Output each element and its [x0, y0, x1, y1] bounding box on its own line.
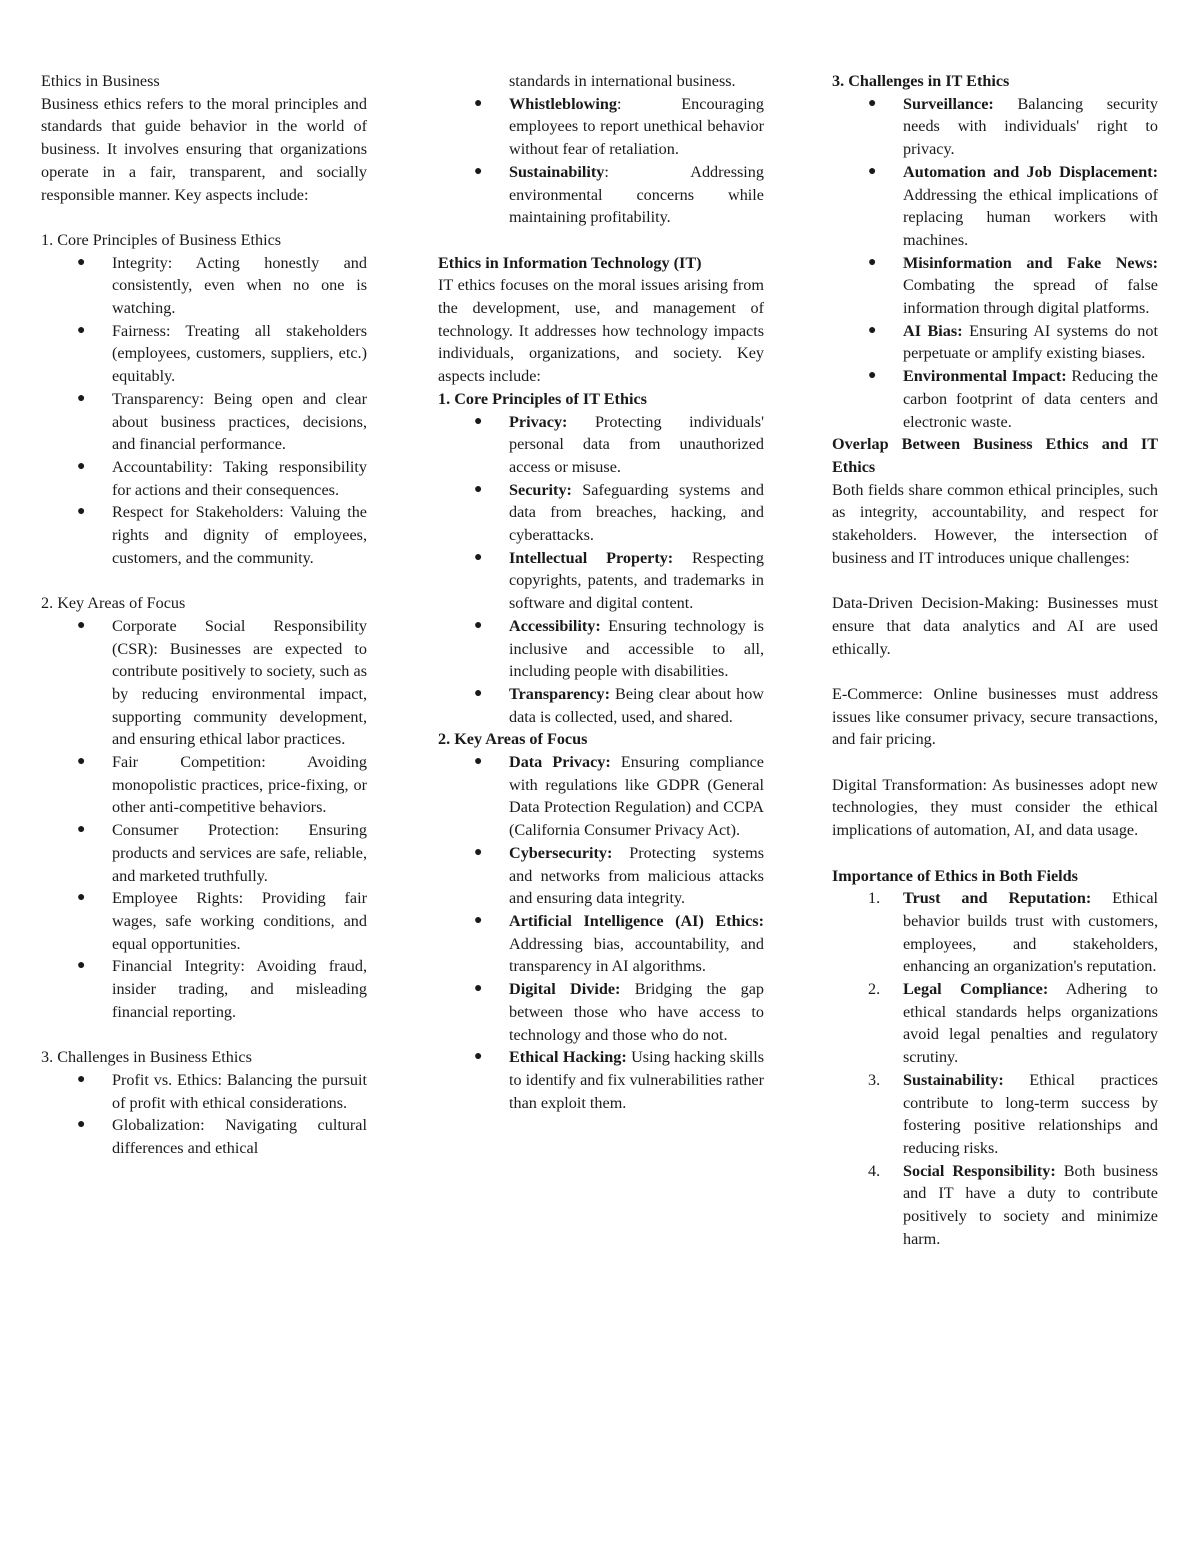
it-challenges-heading: 3. Challenges in IT Ethics	[832, 72, 1010, 90]
it-core-principles-heading: 1. Core Principles of IT Ethics	[438, 389, 647, 408]
column-1	[41, 70, 367, 1160]
business-challenges-list-continued	[438, 70, 764, 229]
list-item: 3. Sustainability: Ethical practices contribute to long-term success by fostering positive relationships and reducing risks.	[868, 1070, 1158, 1157]
list-item: ● Ethical Hacking: Using hacking skills to identify and fix vulnerabilities rather than exploit them.	[474, 1048, 764, 1112]
list-item: ● Automation and Job Displacement: Addressing the ethical implications of replacing human workers with machines.	[868, 162, 1158, 249]
bullet-icon: ●	[474, 754, 483, 770]
overlap-heading: Overlap Between Business Ethics and IT Ethics	[832, 435, 1158, 476]
list-item: ● Accessibility: Ensuring technology is inclusive and accessible to all, including people with disabilities.	[474, 616, 764, 681]
it-ethics-title: Ethics in Information Technology (IT)	[438, 253, 702, 272]
bullet-icon: ●	[77, 822, 86, 838]
business-key-areas-heading: 2. Key Areas of Focus	[41, 594, 186, 613]
bullet-icon: ●	[868, 322, 877, 338]
bullet-icon: ●	[77, 390, 86, 406]
list-item: ● Fair Competition: Avoiding monopolistic practices, price-fixing, or other anti-competitive behaviors.	[77, 753, 367, 817]
it-key-areas-heading: 2. Key Areas of Focus	[438, 730, 588, 749]
list-item: ● Artificial Intelligence (AI) Ethics: Addressing bias, accountability, and transparency in AI algorithms.	[474, 912, 764, 976]
list-item: ● Respect for Stakeholders: Valuing the rights and dignity of employees, customers, and the community.	[77, 503, 367, 567]
column-3	[832, 70, 1158, 1251]
bullet-icon: ●	[77, 504, 86, 520]
business-ethics-intro: Business ethics refers to the moral principles and standards that guide behavior in the world of business. It involves ensuring that organizations operate in a fair, transparent, and socially responsible manner. Key aspects include:	[41, 94, 367, 204]
bullet-icon: ●	[474, 1049, 483, 1065]
overlap-intro: Both fields share common ethical principles, such as integrity, accountability, and respect for stakeholders. However, the intersection of business and IT introduces unique challenges:	[832, 480, 1158, 567]
bullet-icon: ●	[77, 958, 86, 974]
list-item: ● AI Bias: Ensuring AI systems do not perpetuate or amplify existing biases.	[868, 321, 1158, 363]
bullet-icon: ●	[77, 1117, 86, 1133]
list-item: ● Financial Integrity: Avoiding fraud, insider trading, and misleading financial reporting.	[77, 957, 367, 1021]
list-item: ● Cybersecurity: Protecting systems and networks from malicious attacks and ensuring data integrity.	[474, 843, 764, 908]
list-item: ● Digital Divide: Bridging the gap between those who have access to technology and those who do not.	[474, 980, 764, 1044]
list-item: ● Corporate Social Responsibility (CSR): Businesses are expected to contribute positively to society, such as by reducing environmental impact, supporting community development, and ensuring ethical labor practices.	[77, 616, 367, 749]
bullet-icon: ●	[474, 844, 483, 860]
bullet-icon: ●	[77, 458, 86, 474]
list-item: ● Consumer Protection: Ensuring products and services are safe, reliable, and marketed truthfully.	[77, 821, 367, 885]
bullet-icon: ●	[77, 754, 86, 770]
business-challenges-heading: 3. Challenges in Business Ethics	[41, 1048, 252, 1067]
list-item: ● Security: Safeguarding systems and data from breaches, hacking, and cyberattacks.	[474, 480, 764, 545]
bullet-icon: ●	[868, 163, 877, 179]
list-item: ● Profit vs. Ethics: Balancing the pursuit of profit with ethical considerations.	[77, 1070, 367, 1112]
list-item: ● Environmental Impact: Reducing the carbon footprint of data centers and electronic waste.	[868, 367, 1158, 431]
bullet-icon: ●	[868, 254, 877, 270]
overlap-paragraph: E-Commerce: Online businesses must address issues like consumer privacy, secure transactions, and fair pricing.	[832, 684, 1158, 749]
bullet-icon: ●	[868, 95, 877, 111]
bullet-icon: ●	[77, 617, 86, 633]
bullet-icon: ●	[474, 685, 483, 701]
list-item: 1. Trust and Reputation: Ethical behavior builds trust with customers, employees, and stakeholders, enhancing an organization's reputation.	[868, 889, 1159, 976]
list-item: ● Transparency: Being open and clear about business practices, decisions, and financial performance.	[77, 389, 367, 454]
business-key-areas-list	[41, 615, 367, 1024]
list-item: 4. Social Responsibility: Both business and IT have a duty to contribute positively to society and minimize harm.	[868, 1161, 1158, 1248]
list-item: ● Surveillance: Balancing security needs with individuals' right to privacy.	[868, 94, 1158, 159]
bullet-icon: ●	[77, 254, 86, 270]
business-core-principles-list	[41, 252, 367, 570]
list-item: ● Sustainability: Addressing environmental concerns while maintaining profitability.	[474, 162, 764, 227]
list-item: ● Integrity: Acting honestly and consistently, even when no one is watching.	[77, 253, 367, 318]
list-item: ● Globalization: Navigating cultural differences and ethical	[77, 1116, 367, 1157]
list-item: ● Employee Rights: Providing fair wages, safe working conditions, and equal opportunities.	[77, 889, 367, 953]
bullet-icon: ●	[474, 95, 483, 111]
bullet-icon: ●	[474, 413, 483, 429]
importance-heading: Importance of Ethics in Both Fields	[832, 866, 1078, 885]
bullet-icon: ●	[77, 890, 86, 906]
overlap-paragraph: Digital Transformation: As businesses adopt new technologies, they must consider the ethical implications of automation, AI, and data usage.	[832, 775, 1158, 840]
bullet-icon: ●	[474, 617, 483, 633]
bullet-icon: ●	[474, 913, 483, 928]
bullet-icon: ●	[77, 322, 86, 338]
list-item: ● Intellectual Property: Respecting copyrights, patents, and trademarks in software and digital content.	[474, 548, 764, 613]
column-2	[438, 70, 764, 1114]
it-challenges-list	[832, 93, 1158, 434]
list-item: ● Transparency: Being clear about how data is collected, used, and shared.	[474, 684, 764, 726]
bullet-icon: ●	[474, 163, 483, 179]
list-item: 2. Legal Compliance: Adhering to ethical standards helps organizations avoid legal penalties and regulatory scrutiny.	[868, 980, 1158, 1067]
importance-list	[832, 887, 1158, 1250]
list-item: ● Data Privacy: Ensuring compliance with regulations like GDPR (General Data Protection Regulation) and CCPA (California Consumer Privacy Act).	[474, 753, 764, 840]
bullet-icon: ●	[474, 981, 483, 997]
list-item: ● Misinformation and Fake News: Combating the spread of false information through digital platforms.	[868, 253, 1158, 318]
bullet-icon: ●	[77, 1071, 86, 1087]
list-item-continued: standards in international business.	[509, 72, 736, 90]
list-item: ● Whistleblowing: Encouraging employees to report unethical behavior without fear of retaliation.	[474, 94, 764, 159]
bullet-icon: ●	[474, 481, 483, 497]
it-key-areas-list	[438, 751, 764, 1114]
bullet-icon: ●	[474, 549, 483, 565]
list-item: ● Accountability: Taking responsibility for actions and their consequences.	[77, 457, 367, 499]
list-item: ● Fairness: Treating all stakeholders (employees, customers, suppliers, etc.) equitably.	[77, 321, 367, 386]
overlap-paragraph: Data-Driven Decision-Making: Businesses must ensure that data analytics and AI are used ethically.	[832, 594, 1158, 658]
it-core-principles-list	[438, 411, 764, 729]
business-ethics-title: Ethics in Business	[41, 72, 160, 90]
it-ethics-intro: IT ethics focuses on the moral issues arising from the development, use, and management of technology. It addresses how technology impacts individuals, organizations, and society. Key aspects include:	[438, 276, 764, 386]
bullet-icon: ●	[868, 368, 877, 384]
business-core-principles-heading: 1. Core Principles of Business Ethics	[41, 230, 282, 249]
business-challenges-list	[41, 1069, 367, 1160]
list-item: ● Privacy: Protecting individuals' personal data from unauthorized access or misuse.	[474, 412, 764, 476]
